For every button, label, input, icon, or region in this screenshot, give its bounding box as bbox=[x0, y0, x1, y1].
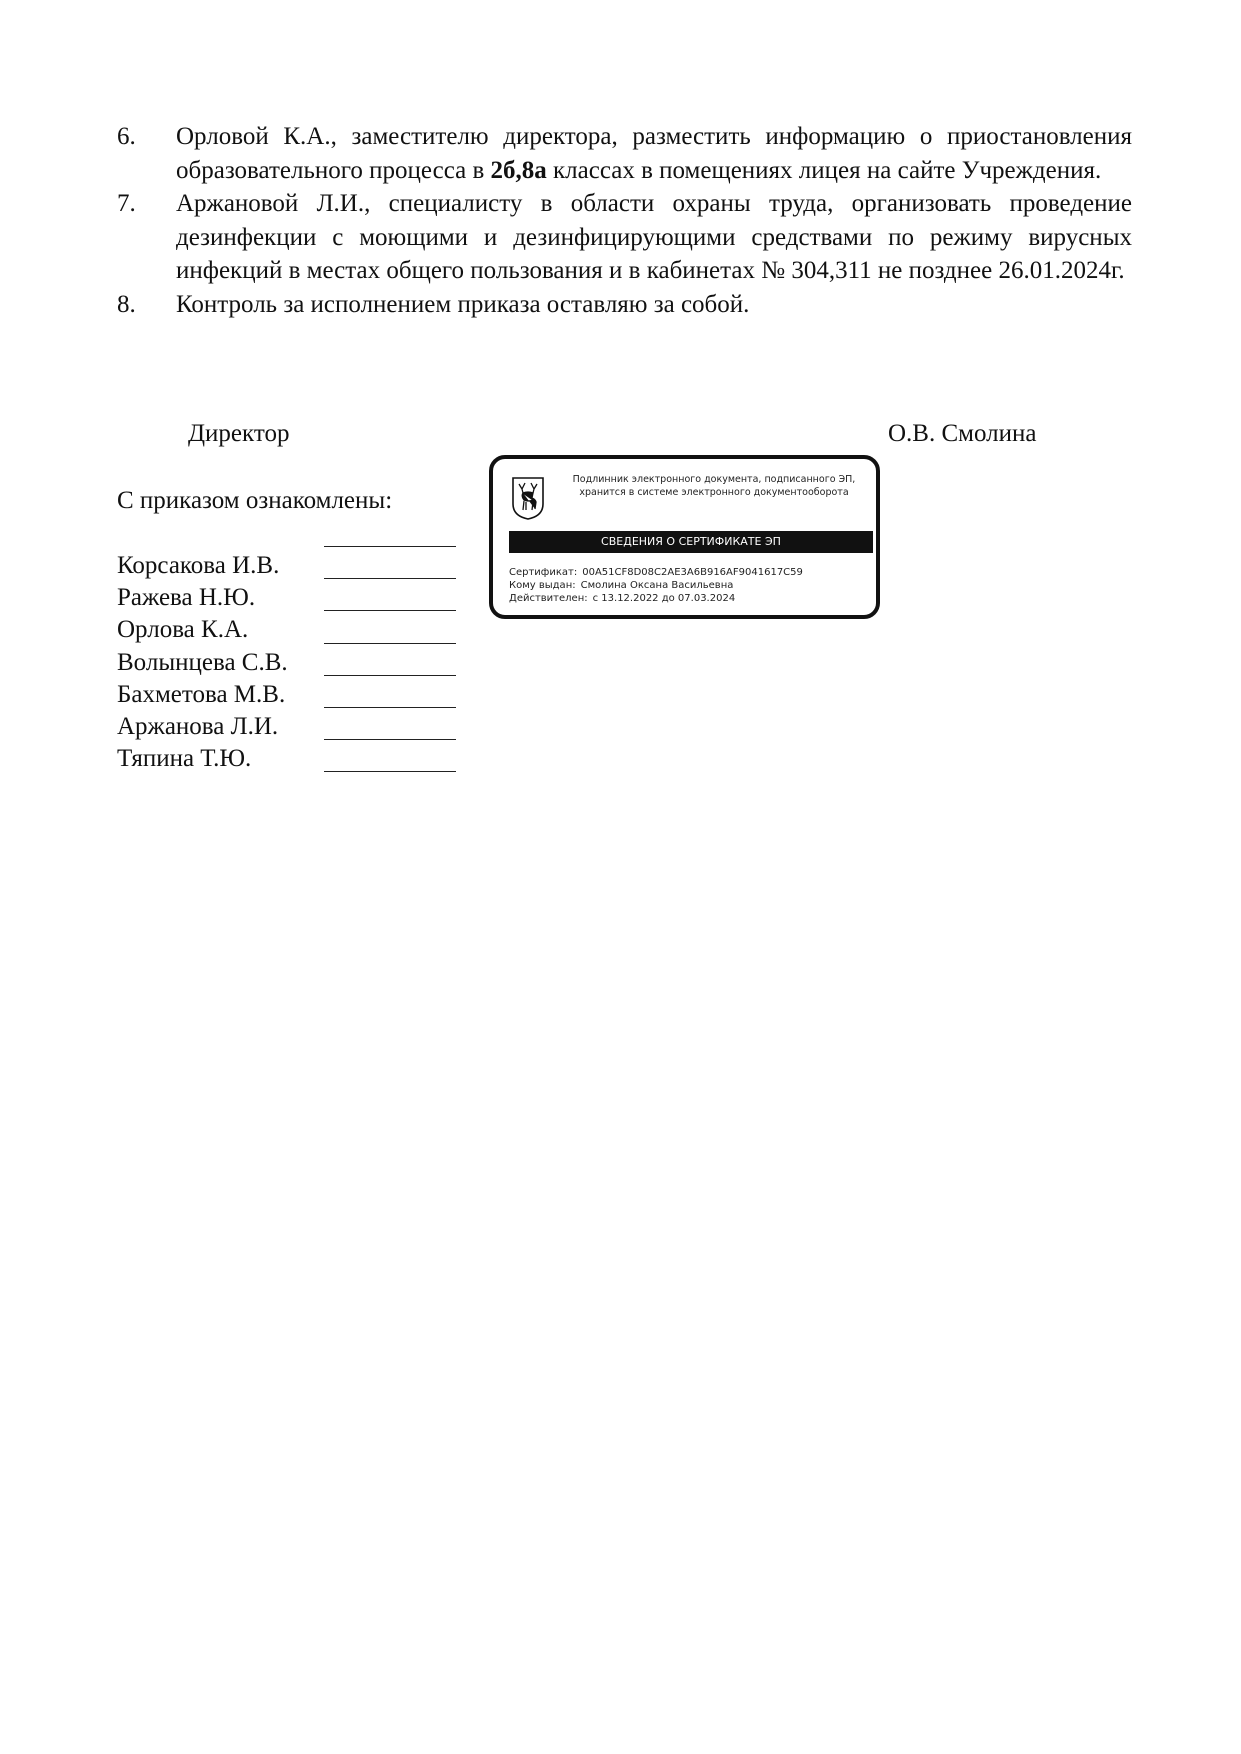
class-list-bold: 2б,8а bbox=[490, 156, 547, 184]
signature-line bbox=[324, 643, 456, 644]
item-text: Орловой К.А., заместителю директора, разместить информацию о приостановления образовательного процесса в 2б,8а классах в помещениях лицея на сайте Учреждения. bbox=[176, 123, 1132, 184]
signer-row bbox=[117, 743, 457, 775]
issued-label: Кому выдан: bbox=[509, 580, 576, 591]
signer-name: Аржанова Л.И. bbox=[117, 712, 279, 740]
signature-line bbox=[324, 610, 456, 611]
signature-line bbox=[324, 739, 456, 740]
signature-line bbox=[324, 707, 456, 708]
signature-line bbox=[324, 771, 456, 772]
item-number: 8. bbox=[117, 290, 136, 318]
order-item-6 bbox=[117, 120, 1132, 187]
signer-name: Бахметова М.В. bbox=[117, 680, 286, 708]
cert-label: Сертификат: bbox=[509, 567, 578, 578]
signer-name: Тяпина Т.Ю. bbox=[117, 745, 252, 773]
signers-list bbox=[117, 550, 457, 775]
valid-label: Действителен: bbox=[509, 593, 588, 604]
coat-of-arms-deer-icon bbox=[511, 476, 545, 520]
item-text: Контроль за исполнением приказа оставляю за собой. bbox=[176, 290, 750, 318]
acknowledgement-title: С приказом ознакомлены: bbox=[117, 487, 393, 514]
item-number: 6. bbox=[117, 123, 136, 150]
signer-name: Корсакова И.В. bbox=[117, 552, 280, 579]
stamp-certificate-info bbox=[509, 566, 803, 605]
electronic-signature-stamp bbox=[489, 455, 880, 619]
item-text: Аржановой Л.И., специалисту в области охраны труда, организовать проведение дезинфекции с моющими и дезинфицирующими средствами по режиму вирусных инфекций в местах общего пользования и в кабинетах № 304,311 не позднее 26.01.2024г. bbox=[176, 190, 1132, 284]
signer-name: Орлова К.А. bbox=[117, 616, 249, 644]
director-title: Директор bbox=[188, 420, 290, 447]
signer-row bbox=[117, 711, 457, 743]
signature-line bbox=[324, 578, 456, 579]
signer-row bbox=[117, 582, 457, 614]
signature-line bbox=[324, 546, 456, 547]
stamp-header: Подлинник электронного документа, подписанного ЭП, хранится в системе электронного документооборота bbox=[572, 474, 856, 498]
order-item-7 bbox=[117, 187, 1132, 288]
cert-value: 00A51CF8D08C2AE3A6B916AF9041617C59 bbox=[582, 567, 803, 578]
item-number: 7. bbox=[117, 190, 136, 217]
signer-row bbox=[117, 550, 457, 582]
signature-line bbox=[324, 675, 456, 676]
director-name: О.В. Смолина bbox=[888, 420, 1037, 447]
signer-name: Ражева Н.Ю. bbox=[117, 584, 256, 612]
stamp-title-bar: СВЕДЕНИЯ О СЕРТИФИКАТЕ ЭП bbox=[509, 531, 873, 553]
signer-row bbox=[117, 647, 457, 679]
issued-value: Смолина Оксана Васильевна bbox=[580, 580, 734, 591]
signer-name: Волынцева С.В. bbox=[117, 648, 288, 676]
signer-row bbox=[117, 679, 457, 711]
signer-row bbox=[117, 614, 457, 646]
order-item-8 bbox=[117, 288, 1132, 322]
order-items-list bbox=[117, 120, 1132, 321]
valid-value: с 13.12.2022 до 07.03.2024 bbox=[592, 593, 736, 604]
